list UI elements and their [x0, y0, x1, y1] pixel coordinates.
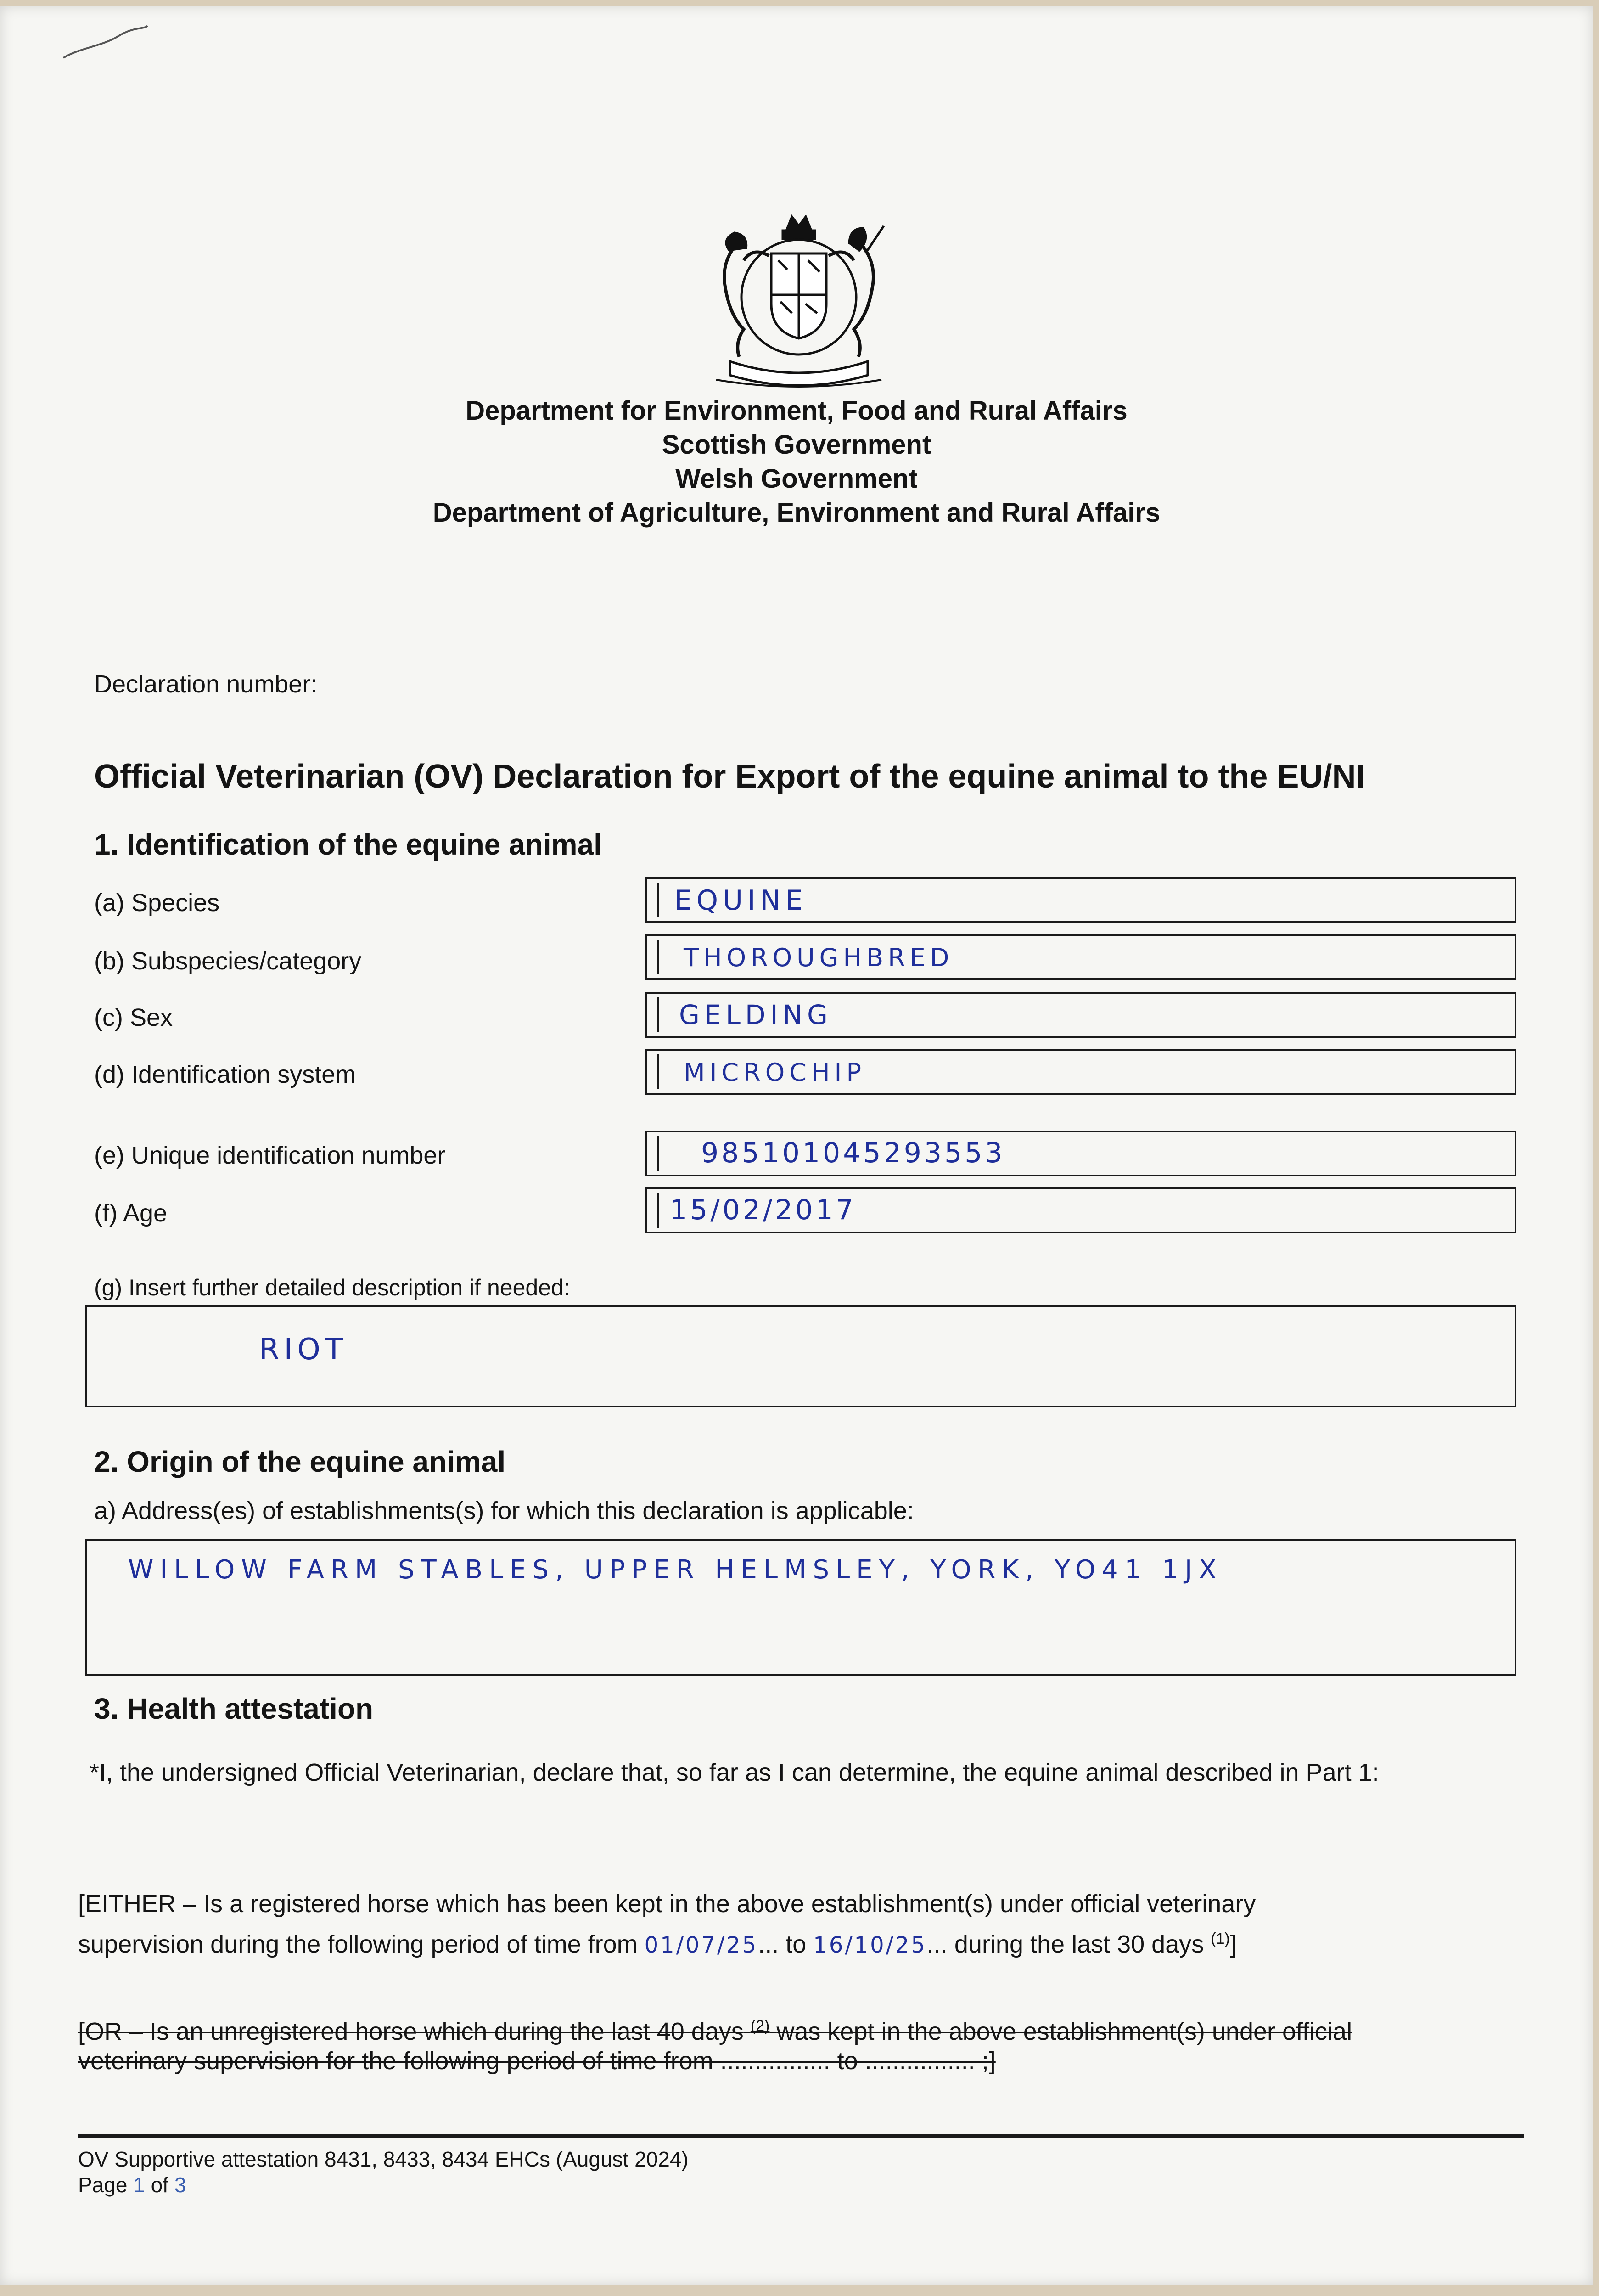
subspecies-value: THOROUGHBRED	[684, 943, 954, 972]
either-line-1: [EITHER – Is a registered horse which has been kept in the above establishment(s) under official veterinary	[78, 1890, 1256, 1918]
page-current: 1	[133, 2173, 145, 2197]
either-text-c: during the last 30 days	[954, 1930, 1204, 1958]
address-label: a) Address(es) of establishments(s) for which this declaration is applicable:	[94, 1497, 914, 1525]
page-number	[78, 2172, 186, 2198]
sex-value: GELDING	[679, 999, 833, 1030]
or-footnote: (2)	[750, 2017, 770, 2035]
or-text-b: was kept in the above establishment(s) under official	[776, 2018, 1352, 2045]
page-total: 3	[174, 2173, 186, 2197]
species-value: EQUINE	[674, 884, 808, 917]
sex-field[interactable]	[645, 992, 1516, 1038]
section-3-heading: 3. Health attestation	[94, 1692, 374, 1725]
age-value: 15/02/2017	[670, 1194, 856, 1226]
section-2-heading: 2. Origin of the equine animal	[94, 1445, 506, 1478]
further-description-field[interactable]	[85, 1305, 1516, 1407]
or-text-a: [OR – Is an unregistered horse which during the last 40 days	[78, 2018, 744, 2045]
subspecies-label: (b) Subspecies/category	[94, 947, 362, 975]
age-label: (f) Age	[94, 1199, 168, 1227]
either-footnote: (1)	[1211, 1930, 1230, 1947]
department-line-4: Department of Agriculture, Environment and Rural Affairs	[432, 498, 1161, 528]
footer-reference: OV Supportive attestation 8431, 8433, 8434 EHCs (August 2024)	[78, 2147, 689, 2171]
department-line-2: Scottish Government	[662, 430, 931, 460]
sex-label: (c) Sex	[94, 1004, 173, 1031]
section-1-heading: 1. Identification of the equine animal	[94, 828, 602, 861]
either-text-b: to	[785, 1930, 807, 1958]
address-value: WILLOW FARM STABLES, UPPER HELMSLEY, YORK, YO41 1JX	[128, 1555, 1223, 1585]
identification-system-value: MICROCHIP	[684, 1058, 866, 1087]
either-close: ]	[1229, 1930, 1237, 1958]
address-field[interactable]	[85, 1539, 1516, 1676]
unique-id-field[interactable]	[645, 1131, 1516, 1176]
unique-id-value: 985101045293553	[701, 1137, 1005, 1169]
identification-system-field[interactable]	[645, 1049, 1516, 1095]
document-title: Official Veterinarian (OV) Declaration for Export of the equine animal to the EU/NI	[94, 758, 1365, 795]
declaration-number-label: Declaration number:	[94, 670, 318, 698]
identification-system-label: (d) Identification system	[94, 1061, 356, 1088]
or-line-1	[78, 2009, 1520, 2049]
species-label: (a) Species	[94, 889, 220, 917]
health-intro: *I, the undersigned Official Veterinarian, declare that, so far as I can determine, the equine animal described in Part 1:	[90, 1759, 1379, 1786]
page-of: of	[151, 2173, 168, 2197]
department-line-3: Welsh Government	[675, 464, 918, 494]
subspecies-field[interactable]	[645, 934, 1516, 980]
further-description-label: (g) Insert further detailed description if needed:	[94, 1275, 570, 1300]
bleed-through-text	[83, 198, 88, 220]
from-date: 01/07/25	[644, 1932, 758, 1958]
footer-divider	[78, 2134, 1524, 2138]
either-text-a: supervision during the following period of time from	[78, 1930, 638, 1958]
or-line-2: veterinary supervision for the following period of time from ................ to ................ ;]	[78, 2047, 996, 2075]
to-date: 16/10/25	[813, 1932, 927, 1958]
age-field[interactable]	[645, 1187, 1516, 1233]
either-line-2: supervision during the following period of time from 01/07/25... to 16/10/25... during the last 30 days $^{(1)}$]	[78, 1930, 1237, 1958]
page-prefix: Page	[78, 2173, 128, 2197]
document-page	[0, 6, 1593, 2285]
further-description-value: RIOT	[259, 1333, 348, 1367]
unique-id-label: (e) Unique identification number	[94, 1142, 446, 1169]
pen-mark	[61, 24, 151, 61]
species-field[interactable]	[645, 877, 1516, 923]
royal-coat-of-arms	[698, 210, 900, 389]
department-line-1: Department for Environment, Food and Rural Affairs	[466, 396, 1128, 426]
